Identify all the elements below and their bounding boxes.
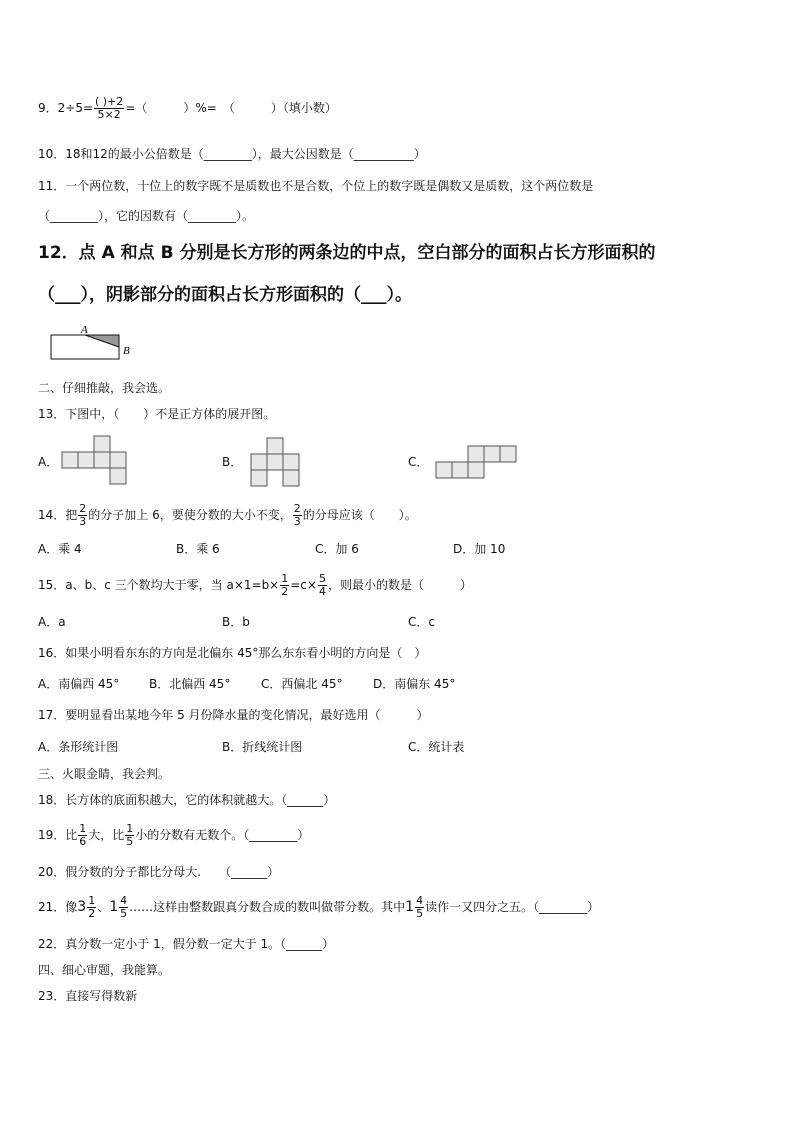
q9-suffix: =（ ）%= （ ）（填小数） (125, 101, 337, 115)
q13-option-a[interactable]: A． (38, 455, 59, 469)
q13-net-c (436, 446, 518, 480)
q14-suffix: 的分母应该（ ）。 (302, 508, 417, 522)
q21-suffix: 读作一又四分之五。（________） (425, 900, 600, 914)
q14-frac2-num: 2 (293, 502, 301, 515)
q21-m2-num: 4 (120, 893, 128, 907)
q19-suffix: 小的分数有无数个。（________） (135, 828, 310, 842)
section-4-heading: 四、细心审题，我能算。 (38, 963, 171, 977)
q21-m1-num: 1 (88, 893, 96, 907)
q17-option-c[interactable]: C．统计表 (408, 740, 465, 754)
q21-m3-den: 5 (416, 906, 424, 920)
q19-frac1-num: 1 (79, 822, 87, 835)
question-15 (38, 572, 472, 598)
q14-frac1-num: 2 (79, 502, 87, 515)
q15-mid: =c× (290, 578, 317, 592)
q15-fraction-2 (318, 573, 327, 598)
rectangle-diagram (50, 322, 140, 366)
q17-option-b[interactable]: B．折线统计图 (222, 740, 303, 754)
question-11-line2: （________），它的因数有（________）。 (38, 209, 255, 223)
q16-option-a[interactable]: A．南偏西 45° (38, 677, 120, 691)
q14-mid: 的分子加上 6，要使分数的大小不变， (88, 508, 292, 522)
q14-frac1-den: 3 (79, 515, 87, 528)
q21-m1-fraction (87, 895, 96, 920)
question-22: 22．真分数一定小于 1，假分数一定大于 1。（______） (38, 937, 335, 951)
q17-option-a[interactable]: A．条形统计图 (38, 740, 119, 754)
q14-fraction-1 (78, 503, 87, 528)
q14-option-c[interactable]: C．加 6 (315, 542, 359, 556)
question-11-line1: 11．一个两位数，十位上的数字既不是质数也不是合数，个位上的数字既是偶数又是质数，这个两位数是 (38, 179, 594, 193)
question-19 (38, 822, 309, 848)
q21-m3-whole: 1 (405, 899, 415, 915)
q15-option-b[interactable]: B．b (222, 615, 250, 629)
question-16: 16．如果小明看东东的方向是北偏东 45°那么东东看小明的方向是（ ） (38, 646, 427, 660)
q9-frac-den: 5×2 (97, 108, 121, 121)
q14-option-b[interactable]: B．乘 6 (176, 542, 220, 556)
q21-mixed-number-3 (405, 894, 425, 920)
q21-mid: ……这样由整数跟真分数合成的数叫做带分数。其中 (129, 900, 406, 914)
q21-separator: 、 (97, 900, 110, 914)
question-21 (38, 894, 599, 920)
q15-prefix: 15．a、b、c 三个数均大于零，当 a×1=b× (38, 578, 280, 592)
question-14 (38, 502, 417, 528)
q16-option-b[interactable]: B．北偏西 45° (149, 677, 231, 691)
q15-suffix: ，则最小的数是（ ） (327, 578, 472, 592)
q15-frac2-den: 4 (318, 585, 326, 598)
question-18: 18．长方体的底面积越大，它的体积就越大。（______） (38, 793, 336, 807)
q21-m1-whole: 3 (77, 899, 87, 915)
q15-frac1-den: 2 (281, 585, 289, 598)
q14-fraction-2 (293, 503, 302, 528)
q9-prefix: 9．2÷5= (38, 101, 94, 115)
point-b-label: B (123, 345, 130, 357)
question-12-line2: （___），阴影部分的面积占长方形面积的（___）。 (38, 285, 412, 305)
question-10: 10．18和12的最小公倍数是（________），最大公因数是（__________） (38, 147, 426, 161)
q19-fraction-2 (125, 823, 134, 848)
q21-m1-den: 2 (88, 906, 96, 920)
q13-net-b (250, 438, 302, 486)
q21-prefix: 21．像 (38, 900, 78, 914)
question-12-line1: 12．点 A 和点 B 分别是长方形的两条边的中点，空白部分的面积占长方形面积的 (38, 243, 656, 263)
q15-frac1-num: 1 (281, 572, 289, 585)
q15-option-c[interactable]: C．c (408, 615, 435, 629)
question-20: 20．假分数的分子都比分母大. （______） (38, 865, 280, 879)
q13-option-c[interactable]: C． (408, 455, 429, 469)
q21-mixed-number-1 (77, 894, 97, 920)
q13-net-a (62, 436, 128, 484)
q9-frac-num: ( )+2 (95, 95, 124, 108)
q16-option-c[interactable]: C．西偏北 45° (261, 677, 343, 691)
q19-mid: 大，比 (88, 828, 125, 842)
q21-m3-fraction (415, 895, 424, 920)
section-3-heading: 三、火眼金睛，我会判。 (38, 767, 171, 781)
point-a-label: A (81, 324, 88, 336)
q19-fraction-1 (78, 823, 87, 848)
q15-fraction-1 (280, 573, 289, 598)
q21-m2-whole: 1 (109, 899, 119, 915)
q13-option-b[interactable]: B． (222, 455, 243, 469)
q21-m2-den: 5 (120, 906, 128, 920)
q15-frac2-num: 5 (318, 572, 326, 585)
q14-prefix: 14．把 (38, 508, 78, 522)
section-2-heading: 二、仔细推敲，我会选。 (38, 381, 171, 395)
q14-option-a[interactable]: A．乘 4 (38, 542, 82, 556)
q15-option-a[interactable]: A．a (38, 615, 66, 629)
question-9 (38, 96, 337, 121)
question-23: 23．直接写得数新 (38, 989, 138, 1003)
q14-option-d[interactable]: D．加 10 (453, 542, 506, 556)
q19-frac1-den: 6 (79, 835, 87, 848)
q21-mixed-number-2 (109, 894, 129, 920)
q21-m2-fraction (119, 895, 128, 920)
q9-fraction (94, 96, 124, 121)
q19-frac2-den: 5 (126, 835, 134, 848)
q21-m3-num: 4 (416, 893, 424, 907)
q19-prefix: 19．比 (38, 828, 78, 842)
question-13: 13．下图中，（ ）不是正方体的展开图。 (38, 407, 276, 421)
question-17: 17．要明显看出某地今年 5 月份降水量的变化情况，最好选用（ ） (38, 708, 429, 722)
q14-frac2-den: 3 (293, 515, 301, 528)
q19-frac2-num: 1 (126, 822, 134, 835)
q16-option-d[interactable]: D．南偏东 45° (373, 677, 456, 691)
